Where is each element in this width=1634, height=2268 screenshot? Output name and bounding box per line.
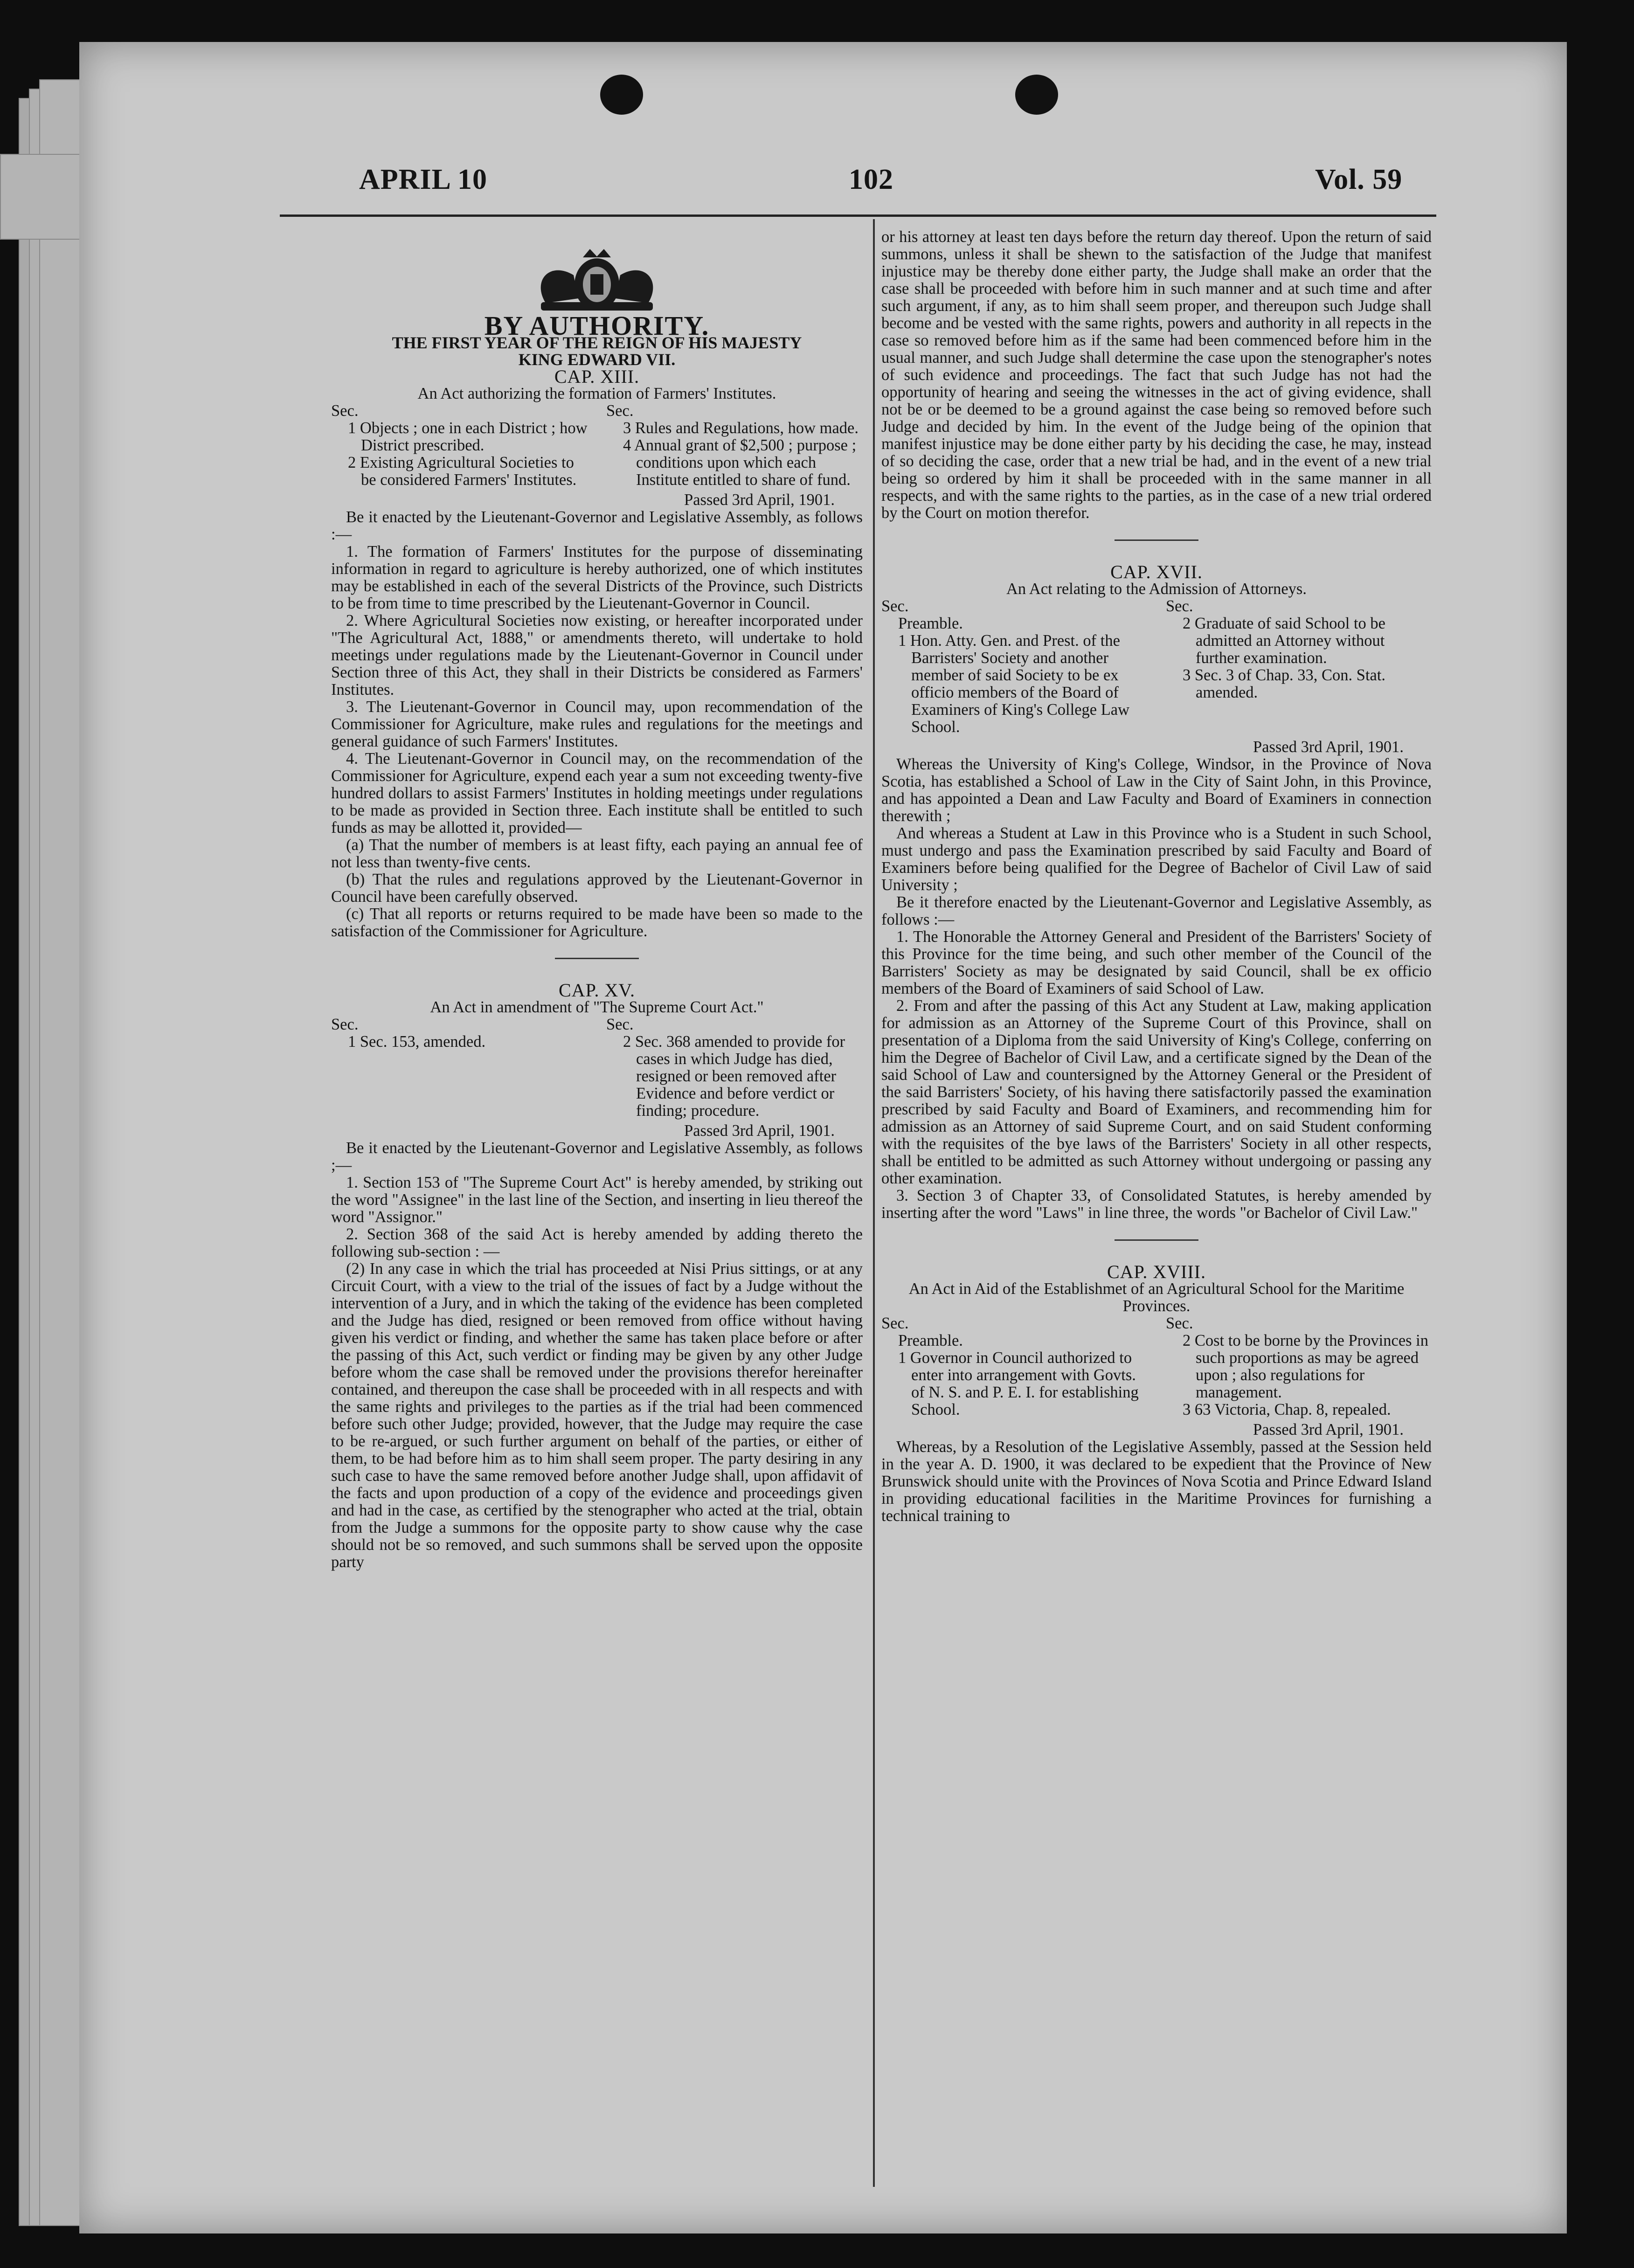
act-paragraph: 2. From and after the passing of this Act any Student at Law, making application for admission as an Attorney of the Supreme Court of this Province, shall on presentation of a Diploma from the said University of King's College, conferring on him the Degree of Bachelor of Civil Law, and a certificate signed by the Dean of the said School of Law and countersigned by the Attorney General or the President of the said Barristers' Society, of his having there satisfactorily passed the examination prescribed by said Faculty and Board of Examiners, and recommending him for admission as an Attorney of said Supreme Court, and on said Student conforming with the requisites of the bye laws of the Barristers' Society in all other respects, shall be entitled to be admitted as such Attorney without undergoing or passing any other examination. <box>881 997 1432 1187</box>
index-entry: 3 Rules and Regulations, how made. <box>623 419 859 437</box>
cap-13 <box>331 368 863 940</box>
royal-coat-of-arms-icon <box>513 247 681 317</box>
act-paragraph: Be it therefore enacted by the Lieutenant-Governor and Legislative Assembly, as follows :— <box>881 893 1432 928</box>
act-title: An Act in amendment of "The Supreme Court Act." <box>430 998 764 1016</box>
index-entry: 1 Sec. 153, amended. <box>348 1033 486 1051</box>
section-index <box>331 1016 863 1120</box>
index-entry: 3 Sec. 3 of Chap. 33, Con. Stat. amended. <box>1183 666 1386 701</box>
column-divider <box>873 219 875 2187</box>
act-paragraph: 3. Section 3 of Chapter 33, of Consolidated Statutes, is hereby amended by inserting after the word "Laws" in line three, the words "or Bachelor of Civil Law." <box>881 1187 1432 1222</box>
passed-date: Passed 3rd April, 1901. <box>1253 1421 1404 1438</box>
cap-18 <box>881 1263 1432 1525</box>
sec-label: Sec. <box>606 402 634 420</box>
binding-hole <box>1015 75 1058 115</box>
act-paragraph: 3. The Lieutenant-Governor in Council may, upon recommendation of the Commissioner for Agriculture, make rules and regulations for the meetings and general guidance of such Farmers' Institutes. <box>331 698 863 750</box>
section-index <box>331 402 863 489</box>
act-paragraph: Whereas the University of King's College, Windsor, in the Province of Nova Scotia, has established a School of Law in the City of Saint John, in this Province, and has appointed a Dean and Law Faculty and Board of Examiners in connection therewith ; <box>881 755 1432 825</box>
section-separator <box>1115 539 1198 541</box>
act-paragraph: Be it enacted by the Lieutenant-Governor and Legislative Assembly, as follows ;— <box>331 1139 863 1174</box>
binding-hole <box>600 75 643 115</box>
sec-label: Sec. <box>606 1016 634 1033</box>
act-paragraph: Be it enacted by the Lieutenant-Governor and Legislative Assembly, as follows :— <box>331 508 863 543</box>
header-date: APRIL 10 <box>359 164 487 195</box>
cap-17 <box>881 563 1432 1222</box>
act-paragraph: Whereas, by a Resolution of the Legislative Assembly, passed at the Session held in the year A. D. 1900, it was declared to be expedient that the Province of New Brunswick should unite with the Provinces of Nova Scotia and Prince Edward Island in providing educational facilities in the Maritime Provinces for furnishing a technical training to <box>881 1438 1432 1525</box>
index-entry: 2 Graduate of said School to be admitted an Attorney without further examination. <box>1183 615 1385 667</box>
sec-label: Sec. <box>1166 1314 1193 1332</box>
passed-date: Passed 3rd April, 1901. <box>684 491 835 509</box>
left-column <box>331 247 863 1571</box>
right-column <box>881 228 1432 1525</box>
sec-label: Sec. <box>1166 597 1193 615</box>
cap-15 <box>331 982 863 1571</box>
act-paragraph: 2. Section 368 of the said Act is hereby amended by adding thereto the following sub-section : — <box>331 1225 863 1260</box>
index-entry: 2 Cost to be borne by the Provinces in such proportions as may be agreed upon ; also regulations for management. <box>1183 1332 1429 1401</box>
section-separator <box>1115 1239 1198 1241</box>
index-entry: Preamble. <box>898 1332 963 1349</box>
sec-label: Sec. <box>881 1314 909 1332</box>
act-paragraph: (a) That the number of members is at least fifty, each paying an annual fee of not less than twenty-five cents. <box>331 836 863 871</box>
act-paragraph: 1. Section 153 of "The Supreme Court Act" is hereby amended, by striking out the word "Assignee" in the last line of the Section, and inserting in lieu thereof the word "Assignor." <box>331 1174 863 1226</box>
section-index <box>881 598 1432 736</box>
act-paragraph: And whereas a Student at Law in this Province who is a Student in such School, must undergo and pass the Examination prescribed by said Faculty and Board of Examiners before being qualified for the Degree of Bachelor of Civil Law of said University ; <box>881 824 1432 894</box>
index-entry: 1 Objects ; one in each District ; how District prescribed. <box>348 419 588 454</box>
act-title: An Act in Aid of the Establishmet of an Agricultural School for the Maritime Provinces. <box>908 1280 1405 1315</box>
act-paragraph: 1. The Honorable the Attorney General and President of the Barristers' Society of this Province for the time being, and such other member of the Council of the Barristers' Society as may be designated by said Council, shall be ex officio members of the Board of Examiners of said School of Law. <box>881 928 1432 997</box>
act-title: An Act relating to the Admission of Attorneys. <box>1006 580 1307 598</box>
index-entry: 4 Annual grant of $2,500 ; purpose ; conditions upon which each Institute entitled to share of fund. <box>623 436 857 489</box>
act-title: An Act authorizing the formation of Farmers' Institutes. <box>417 385 776 402</box>
index-entry: 2 Existing Agricultural Societies to be considered Farmers' Institutes. <box>348 454 577 489</box>
act-paragraph: (2) In any case in which the trial has proceeded at Nisi Prius sittings, or at any Circuit Court, with a view to the trial of the issues of fact by a Judge without the intervention of a Jury, and in which the taking of the evidence has been completed and the Judge has died, resigned or been removed from office without having given his verdict or finding, and whether the same has taken place before or after the passing of this Act, such verdict or finding may be given by any other Judge before whom the case shall be removed under the provisions therefor hereinafter contained, and thereupon the case shall be proceeded with in all respects and with the same rights and privileges to the parties as if the trial had been commenced before such other Judge; provided, however, that the Judge may require the case to be re-argued, or such further argument on behalf of the parties, or either of them, to be had before him as to him shall seem proper. The party desiring in any such case to have the same removed before another Judge shall, upon affidavit of the facts and upon production of a copy of the evidence and proceedings given and had in the case, as certified by the stenographer who acted at the trial, obtain from the Judge a summons for the opposite party to show cause why the case should not be so removed, and such summons shall be served upon the opposite party <box>331 1260 863 1571</box>
index-entry: Preamble. <box>898 615 963 632</box>
sec-label: Sec. <box>881 597 909 615</box>
index-entry: 1 Hon. Atty. Gen. and Prest. of the Barristers' Society and another member of said Society to be ex officio members of the Board of Examiners of King's College Law School. <box>898 632 1130 736</box>
index-entry: 1 Governor in Council authorized to enter into arrangement with Govts. of N. S. and P. E. I. for establishing School. <box>898 1349 1139 1418</box>
cap-heading: CAP. XIII. <box>554 366 640 387</box>
cap-heading: CAP. XVIII. <box>1107 1261 1206 1282</box>
act-paragraph: (b) That the rules and regulations approved by the Lieutenant-Governor in Council have been carefully observed. <box>331 871 863 906</box>
reign-line: KING EDWARD VII. <box>518 350 676 369</box>
act-paragraph-continued: or his attorney at least ten days before the return day thereof. Upon the return of said summons, unless it shall be shewn to the satisfaction of the Judge that manifest injustice may be thereby done either party, the Judge shall make an order that the case shall be proceeded with before him in such manner and at such time and after such argument, if any, as to him shall seem proper, and thereupon such Judge shall become and be vested with the same rights, powers and authority in all repects in the case so removed before him as if the same had been commenced before him in the usual manner, and such Judge shall determine the case upon the stenographer's notes of such evidence and proceedings. The fact that such Judge has not had the opportunity of hearing and seeing the witnesses in the act of giving evidence, shall not be or be deemed to be a ground against the case being so removed before such Judge and decided by him. In the event of the Judge being of the opinion that manifest injustice may be done either party by his deciding the case, he may, instead of so deciding the case, order that a new trial be had, and in the event of a new trial being so ordered by him it shall be proceeded with in the same manner in all respects, and with the same rights to the parties, as in the case of a new trial ordered by the Court on motion therefor. <box>881 228 1432 522</box>
sec-label: Sec. <box>331 402 359 420</box>
sec-label: Sec. <box>331 1016 359 1033</box>
index-entry: 2 Sec. 368 amended to provide for cases in which Judge has died, resigned or been removed after Evidence and before verdict or finding; procedure. <box>623 1033 845 1120</box>
header-rule <box>280 214 1436 217</box>
act-paragraph: (c) That all reports or returns required to be made have been so made to the satisfaction of the Commissioner for Agriculture. <box>331 905 863 940</box>
index-entry: 3 63 Victoria, Chap. 8, repealed. <box>1183 1401 1391 1418</box>
header-volume: Vol. 59 <box>1315 164 1403 195</box>
passed-date: Passed 3rd April, 1901. <box>1253 738 1404 756</box>
section-index <box>881 1315 1432 1418</box>
by-authority-heading: BY AUTHORITY. <box>484 311 710 341</box>
page-edge-tab <box>0 154 81 240</box>
section-separator <box>555 958 639 959</box>
cap-heading: CAP. XV. <box>559 980 635 1001</box>
reign-line: THE FIRST YEAR OF THE REIGN OF HIS MAJESTY <box>392 333 802 352</box>
passed-date: Passed 3rd April, 1901. <box>684 1122 835 1140</box>
header-page-number: 102 <box>849 164 893 195</box>
act-paragraph: 2. Where Agricultural Societies now existing, or hereafter incorporated under "The Agricultural Act, 1888," or amendments thereto, will undertake to hold meetings under regulations made by the Lieutenant-Governor in Council under Section three of this Act, they shall in their Districts be considered as Farmers' Institutes. <box>331 612 863 698</box>
act-paragraph: 4. The Lieutenant-Governor in Council may, on the recommendation of the Commissioner for Agriculture, expend each year a sum not exceeding twenty-five hundred dollars to assist Farmers' Institutes in holding meetings under regulations to be made as provided in Section three. Each institute shall be entitled to such funds as may be allotted it, provided— <box>331 750 863 837</box>
act-paragraph: 1. The formation of Farmers' Institutes for the purpose of disseminating information in regard to agriculture is hereby authorized, one of which institutes may be established in each of the several Districts of the Province, such Districts to be from time to time prescribed by the Lieutenant-Governor in Council. <box>331 543 863 612</box>
cap-heading: CAP. XVII. <box>1110 561 1203 582</box>
